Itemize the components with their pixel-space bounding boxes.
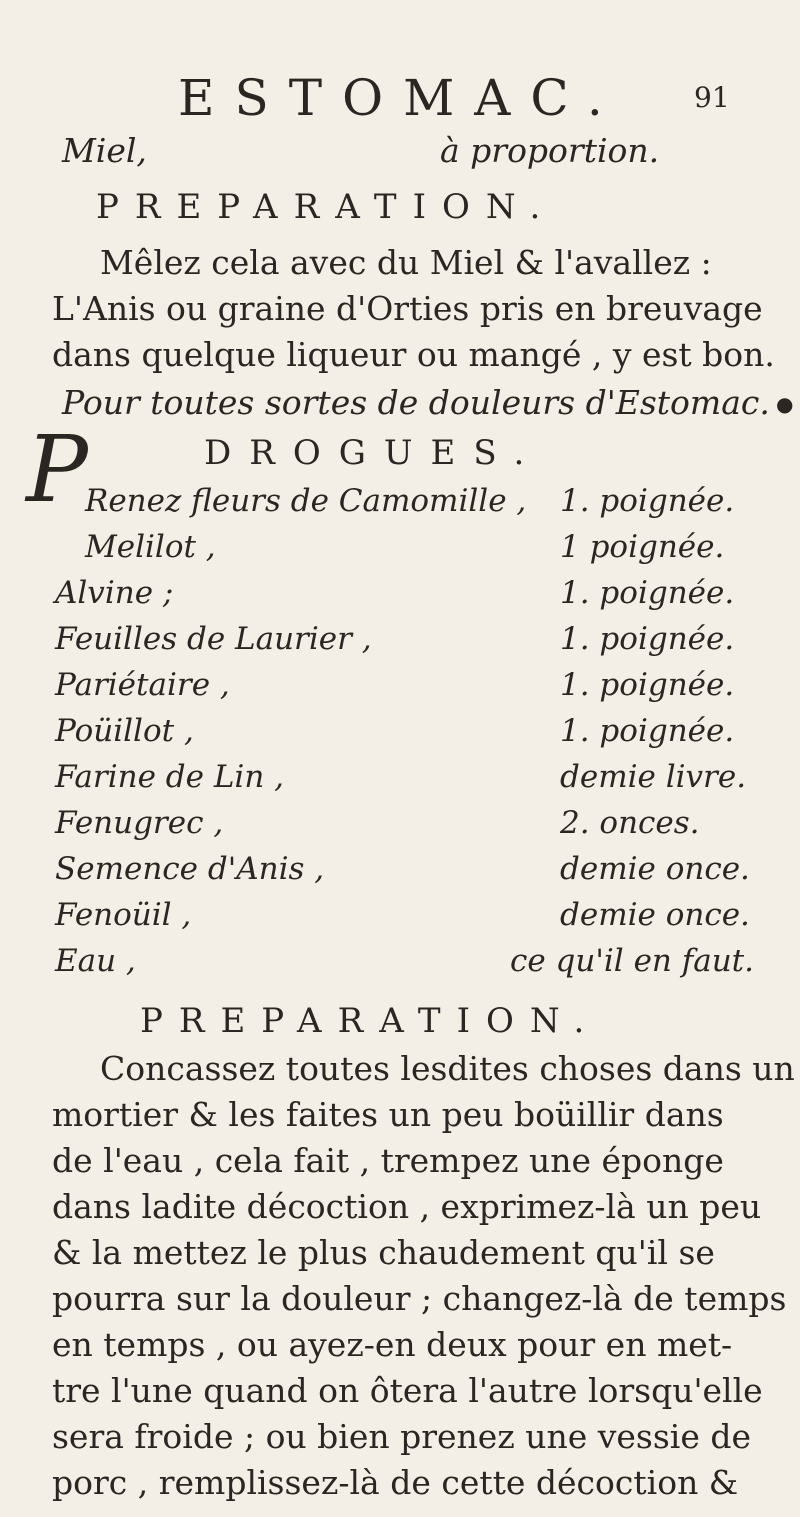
list-item xyxy=(30,800,780,846)
ingredient-name: Pariétaire , xyxy=(55,667,230,703)
ingredient-qty-miel xyxy=(440,128,740,174)
paragraph-line: dans quelque liqueur ou mangé , y est bon. xyxy=(52,335,775,374)
list-item xyxy=(30,938,780,984)
paragraph-line: mortier & les faites un peu boüillir dans xyxy=(52,1095,724,1134)
ingredient-qty: 1. poignée. xyxy=(560,713,735,749)
ink-mark-icon: ● xyxy=(776,392,794,416)
section-heading-preparation: PREPARATION. xyxy=(96,187,557,227)
ingredient-list xyxy=(30,478,780,984)
ingredient-name: Melilot , xyxy=(85,529,216,565)
paragraph-line: de l'eau , cela fait , trempez une éponge xyxy=(52,1141,724,1180)
list-item xyxy=(30,524,780,570)
ingredient-name: Poüillot , xyxy=(55,713,194,749)
ingredient-name: Alvine ; xyxy=(55,575,174,611)
running-title: ESTOMAC. xyxy=(178,69,623,127)
paragraph-line: sera froide ; ou bien prenez une vessie de xyxy=(52,1417,752,1456)
list-item xyxy=(30,846,780,892)
list-item xyxy=(30,708,780,754)
ingredient-name: Farine de Lin , xyxy=(55,759,285,795)
ingredient-qty: 1. poignée. xyxy=(560,483,735,519)
ingredient-qty: demie once. xyxy=(560,897,750,933)
ingredient-name: Feuilles de Laurier , xyxy=(55,621,372,657)
ingredient-name: Fenoüil , xyxy=(55,897,192,933)
drop-cap: P xyxy=(26,416,88,523)
ingredient-name: Miel, xyxy=(62,131,147,170)
paragraph-line: pourra sur la douleur ; changez-là de temps xyxy=(52,1279,787,1318)
paragraph-line: porc , remplissez-là de cette décoction & xyxy=(52,1463,739,1502)
ingredient-qty: 2. onces. xyxy=(560,805,700,841)
ingredient-name: Fenugrec , xyxy=(55,805,224,841)
list-item xyxy=(30,570,780,616)
paragraph-line: tre l'une quand on ôtera l'autre lorsqu'elle xyxy=(52,1371,763,1410)
paragraph-line: dans ladite décoction , exprimez-là un peu xyxy=(52,1187,762,1226)
list-item xyxy=(30,754,780,800)
ingredient-qty: ce qu'il en faut. xyxy=(510,943,754,979)
ingredient-qty: 1. poignée. xyxy=(560,575,735,611)
paragraph-line: Concassez toutes lesdites choses dans un xyxy=(100,1049,795,1088)
list-item xyxy=(30,616,780,662)
ingredient-qty: 1. poignée. xyxy=(560,667,735,703)
section-heading-preparation-2: PREPARATION. xyxy=(140,1001,601,1041)
list-item xyxy=(30,478,780,524)
ingredient-name: Semence d'Anis , xyxy=(55,851,325,887)
paragraph-line: L'Anis ou graine d'Orties pris en breuvage xyxy=(52,289,763,328)
ingredient-qty: 1. poignée. xyxy=(560,621,735,657)
ingredient-qty: demie once. xyxy=(560,851,750,887)
recipe-title: Pour toutes sortes de douleurs d'Estomac. xyxy=(62,383,770,422)
ingredient-name: Renez fleurs de Camomille , xyxy=(85,483,527,519)
page-number: 91 xyxy=(694,81,730,114)
ingredient-qty: demie livre. xyxy=(560,759,747,795)
paragraph-line: Mêlez cela avec du Miel & l'avallez : xyxy=(100,243,712,282)
list-item xyxy=(30,662,780,708)
paragraph-line: en temps , ou ayez-en deux pour en met- xyxy=(52,1325,733,1364)
drogues-heading: DROGUES. xyxy=(204,433,543,473)
paragraph-line: & la mettez le plus chaudement qu'il se xyxy=(52,1233,715,1272)
ingredient-qty: à proportion. xyxy=(440,131,660,170)
list-item xyxy=(30,892,780,938)
page-header xyxy=(0,68,800,128)
ingredient-qty: 1 poignée. xyxy=(560,529,725,565)
ingredient-name: Eau , xyxy=(55,943,136,979)
